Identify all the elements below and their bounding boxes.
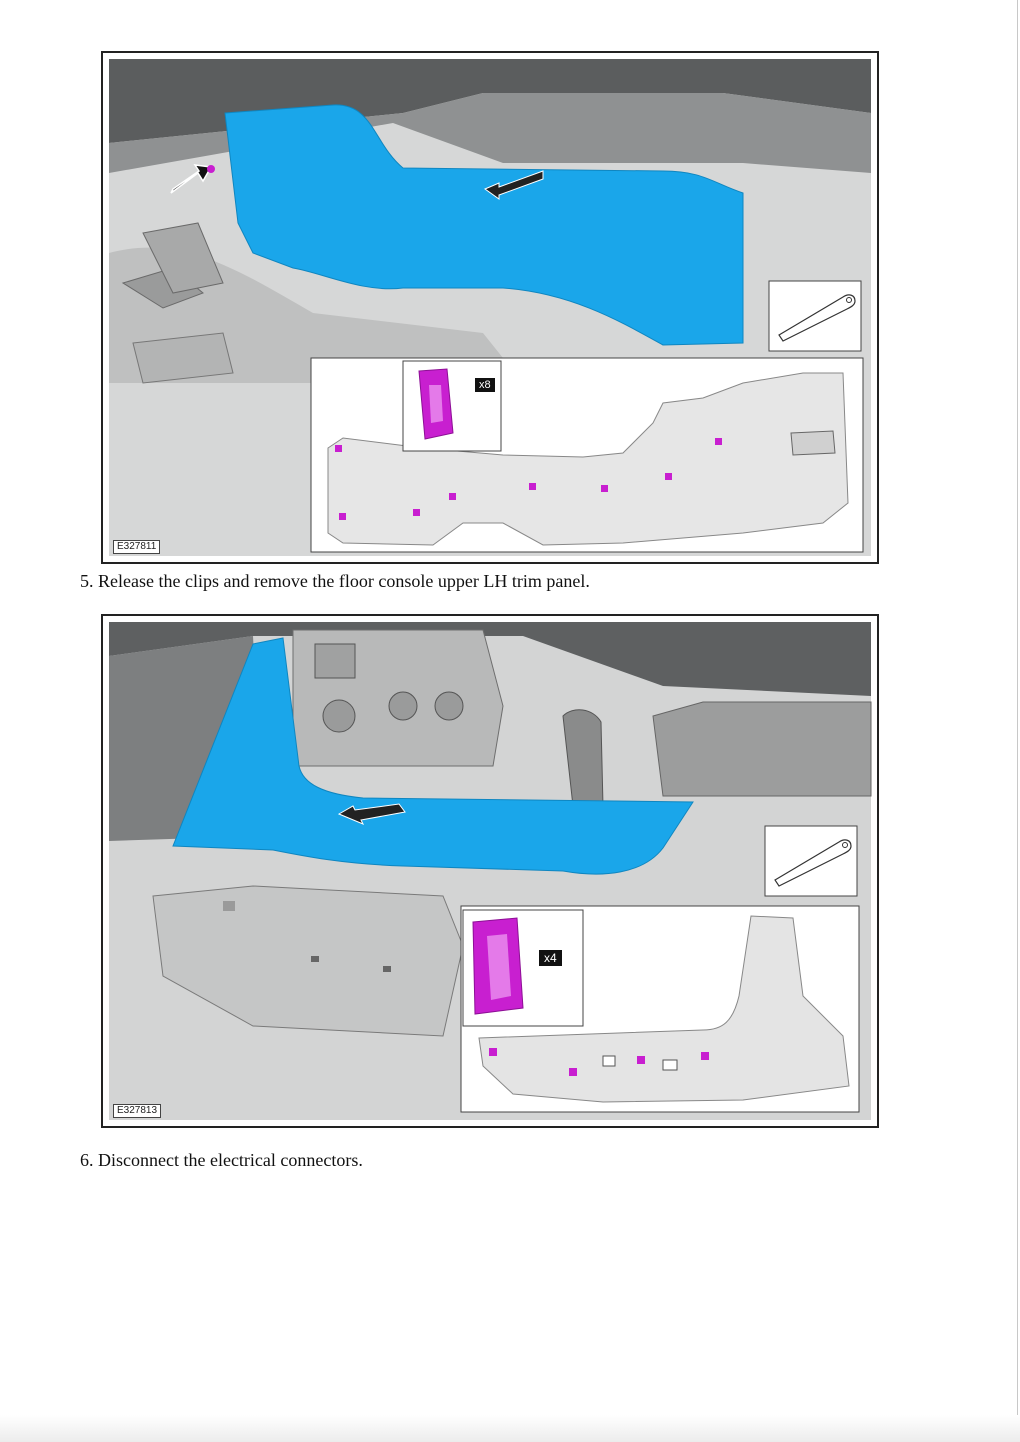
clip-location-inset	[461, 906, 859, 1112]
figure-console-panel-removal	[101, 614, 879, 1128]
step-6-instruction: 6. Disconnect the electrical connectors.	[80, 1150, 363, 1170]
figure-reference-label: E327813	[113, 1104, 161, 1118]
figure-trim-panel-removal	[101, 51, 879, 564]
figure-2-illustration	[103, 616, 877, 1126]
figure-reference-label: E327811	[113, 540, 160, 554]
trim-tool-icon	[765, 826, 857, 896]
clip-count-badge: x4	[539, 950, 562, 966]
step-5-instruction: 5. Release the clips and remove the floor console upper LH trim panel.	[80, 571, 590, 591]
clip-count-badge: x8	[475, 378, 495, 392]
page-bottom-shadow	[0, 1415, 1020, 1442]
trim-tool-icon	[769, 281, 861, 351]
clip-location-inset	[311, 358, 863, 552]
figure-1-illustration	[103, 53, 877, 562]
